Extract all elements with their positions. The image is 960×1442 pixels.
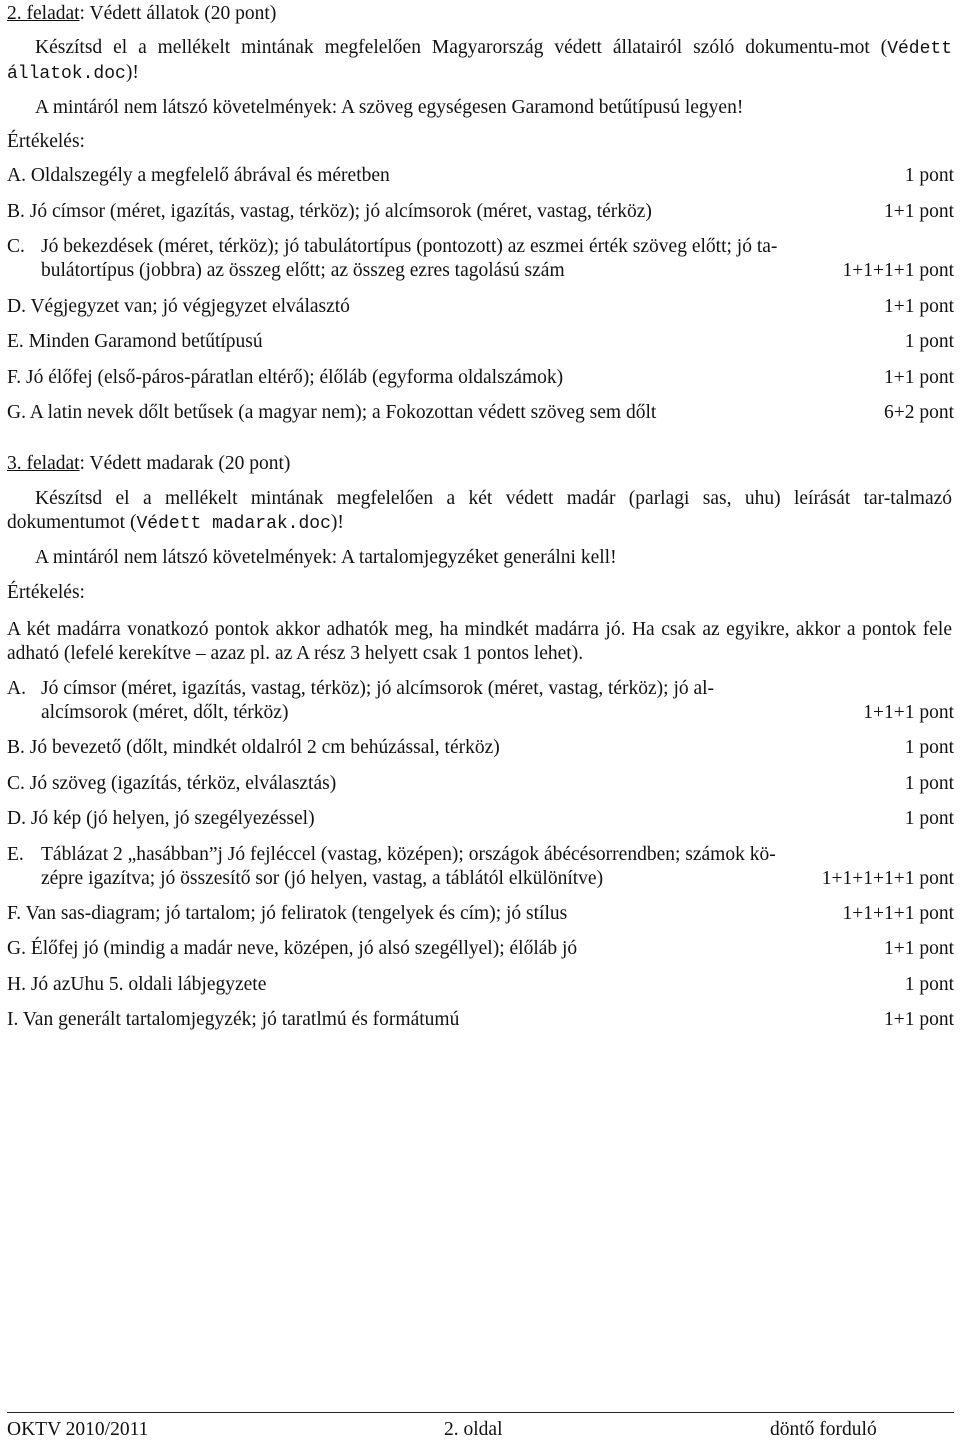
task2-intro-text: Készítsd el a mellékelt mintának megfelelően Magyarország védett állatairól szóló dokumentu-mot (	[35, 37, 888, 58]
item-points: 1+1+1+1 pont	[842, 903, 954, 924]
item-text: B. Jó címsor (méret, igazítás, vastag, térköz); jó alcímsorok (méret, vastag, térköz)	[7, 201, 652, 222]
task2-intro-filename: Védett állatok.doc	[7, 39, 952, 84]
footer-left: OKTV 2010/2011	[7, 1419, 149, 1440]
item-points: 1+1+1+1 pont	[842, 260, 954, 281]
item-text: D. Végjegyzet van; jó végjegyzet elválasztó	[7, 296, 350, 317]
item-points: 1+1+1 pont	[863, 702, 954, 723]
task3-heading-link[interactable]: 3. feladat	[7, 453, 80, 474]
item-text: C. Jó szöveg (igazítás, térköz, elválasztás)	[7, 773, 337, 794]
item-text-cont: zépre igazítva; jó összesítő sor (jó helyen, vastag, a táblától elkülönítve)	[41, 868, 604, 889]
item-points: 1 pont	[904, 974, 954, 995]
item-text: F. Van sas-diagram; jó tartalom; jó feliratok (tengelyek és cím); jó stílus	[7, 903, 568, 924]
task2-item-d	[7, 295, 954, 319]
task2-intro-end: )!	[125, 62, 139, 83]
task3-item-h	[7, 973, 954, 997]
task2-item-c	[7, 235, 954, 283]
task3-heading	[7, 452, 290, 476]
item-points: 1+1 pont	[883, 1009, 954, 1030]
task2-item-b	[7, 200, 954, 224]
item-text-cont: bulátortípus (jobbra) az összeg előtt; az összeg ezres tagolású szám	[41, 260, 565, 281]
item-text: E. Minden Garamond betűtípusú	[7, 331, 263, 352]
task2-intro	[7, 36, 952, 86]
task2-heading-link[interactable]: 2. feladat	[7, 3, 80, 24]
item-label: C.	[7, 236, 25, 257]
item-points: 1+1 pont	[883, 367, 954, 388]
item-text-cont: alcímsorok (méret, dőlt, térköz)	[41, 702, 289, 723]
task3-item-b	[7, 736, 954, 760]
footer-right: döntő forduló	[770, 1419, 877, 1440]
task3-item-e	[7, 843, 954, 891]
item-text: Jó címsor (méret, igazítás, vastag, térköz); jó alcímsorok (méret, vastag, térköz); jó al-	[41, 678, 715, 699]
item-text: D. Jó kép (jó helyen, jó szegélyezéssel)	[7, 808, 315, 829]
task3-item-f	[7, 902, 954, 926]
task3-eval-label: Értékelés:	[7, 582, 85, 603]
task2-item-g	[7, 401, 954, 425]
footer-page-number: 2. oldal	[444, 1419, 503, 1440]
task3-item-d	[7, 807, 954, 831]
item-points: 6+2 pont	[883, 402, 954, 423]
task3-item-i	[7, 1008, 954, 1032]
item-points: 1+1+1+1+1 pont	[821, 868, 954, 889]
task3-requirement: A mintáról nem látszó követelmények: A tartalomjegyzéket generálni kell!	[35, 547, 617, 568]
item-points: 1+1 pont	[883, 938, 954, 959]
task2-item-f	[7, 366, 954, 390]
task3-item-g	[7, 937, 954, 961]
task3-intro-end: )!	[330, 512, 344, 533]
item-text: G. Élőfej jó (mindig a madár neve, középen, jó alsó szegéllyel); élőláb jó	[7, 938, 578, 959]
footer-rule	[7, 1412, 954, 1413]
task2-requirement: A mintáról nem látszó követelmények: A szöveg egységesen Garamond betűtípusú legyen!	[35, 97, 744, 118]
task3-intro-filename: Védett madarak.doc	[136, 514, 331, 534]
task3-intro	[7, 487, 952, 536]
item-points: 1 pont	[904, 165, 954, 186]
item-text: Jó bekezdések (méret, térköz); jó tabulátortípus (pontozott) az eszmei érték szöveg előtt; jó ta-	[41, 236, 778, 257]
item-text: Táblázat 2 „hasábban”j Jó fejléccel (vastag, középen); országok ábécésorrendben; számok kö-	[41, 844, 776, 865]
item-text: A. Oldalszegély a megfelelő ábrával és méretben	[7, 165, 390, 186]
item-points: 1 pont	[904, 808, 954, 829]
item-label: E.	[7, 844, 24, 865]
item-text: G. A latin nevek dőlt betűsek (a magyar nem); a Fokozottan védett szöveg sem dőlt	[7, 402, 657, 423]
task2-heading-rest: : Védett állatok (20 pont)	[79, 3, 277, 24]
item-points: 1 pont	[904, 737, 954, 758]
item-label: A.	[7, 678, 26, 699]
item-points: 1+1 pont	[883, 296, 954, 317]
item-text: H. Jó azUhu 5. oldali lábjegyzete	[7, 974, 267, 995]
task3-intro-text: Készítsd el a mellékelt mintának megfelelően a két védett madár (parlagi sas, uhu) leírását tar-talmazó dokumentumot (	[7, 488, 952, 533]
task2-heading	[7, 2, 276, 26]
item-points: 1 pont	[904, 773, 954, 794]
task3-note: A két madárra vonatkozó pontok akkor adhatók meg, ha mindkét madárra jó. Ha csak az egyikre, akkor a pontok fele adható (lefelé kerekítve – azaz pl. az A rész 3 helyett csak 1 pontos lehet).	[7, 619, 952, 664]
task3-heading-rest: : Védett madarak (20 pont)	[79, 453, 291, 474]
item-points: 1 pont	[904, 331, 954, 352]
item-points: 1+1 pont	[883, 201, 954, 222]
task3-item-a	[7, 677, 954, 725]
item-text: F. Jó élőfej (első-páros-páratlan eltérő); élőláb (egyforma oldalszámok)	[7, 367, 564, 388]
task2-item-a	[7, 164, 954, 188]
item-text: B. Jó bevezető (dőlt, mindkét oldalról 2 cm behúzással, térköz)	[7, 737, 500, 758]
task2-item-e	[7, 330, 954, 354]
task2-eval-label: Értékelés:	[7, 131, 85, 152]
task3-item-c	[7, 772, 954, 796]
item-text: I. Van generált tartalomjegyzék; jó taratlmú és formátumú	[7, 1009, 460, 1030]
